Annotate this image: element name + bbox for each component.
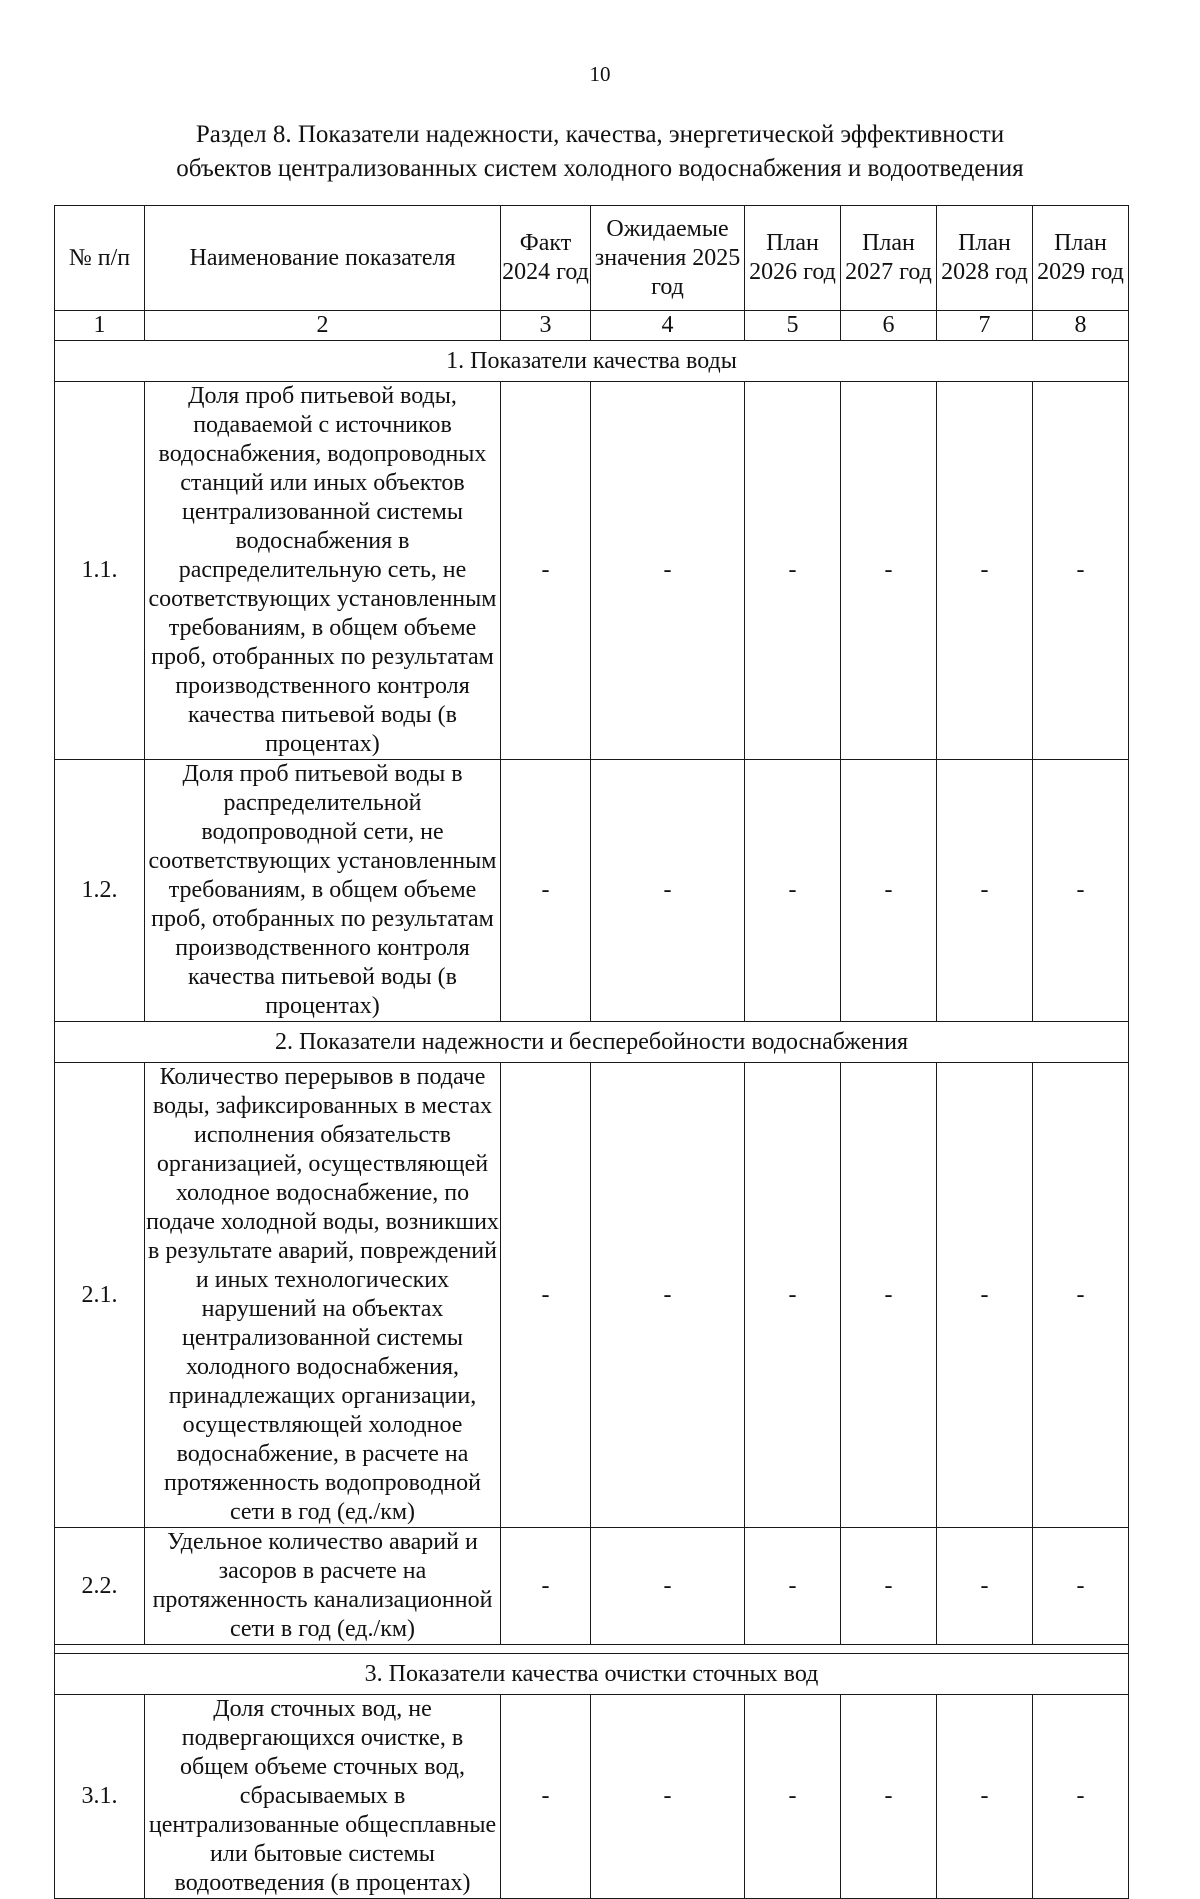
section-title-line-2: объектов централизованных систем холодного водоснабжения и водоотведения <box>176 155 1024 182</box>
indicator-name: Доля проб питьевой воды в распределительной водопроводной сети, не соответствующих установленным требованиям, в общем объеме проб, отобранных по результатам производственного контроля качества питьевой воды (в процентах) <box>145 760 501 1022</box>
table-row <box>55 1528 1129 1645</box>
table-row <box>55 1695 1129 1899</box>
row-number: 2.1. <box>55 1063 145 1528</box>
header-plan-2027: План 2027 год <box>841 206 937 311</box>
value-expected-2025: - <box>591 1695 745 1899</box>
value-plan-2027: - <box>841 760 937 1022</box>
value-plan-2029: - <box>1033 760 1129 1022</box>
row-number: 2.2. <box>55 1528 145 1645</box>
value-plan-2027: - <box>841 382 937 760</box>
value-plan-2026: - <box>745 1063 841 1528</box>
value-expected-2025: - <box>591 1063 745 1528</box>
section-heading: 2. Показатели надежности и бесперебойности водоснабжения <box>55 1022 1129 1063</box>
indicator-name: Доля сточных вод, не подвергающихся очистке, в общем объеме сточных вод, сбрасываемых в централизованные общесплавные или бытовые системы водоотведения (в процентах) <box>145 1695 501 1899</box>
indicator-name: Количество перерывов в подаче воды, зафиксированных в местах исполнения обязательств организацией, осуществляющей холодное водоснабжение, по подаче холодной воды, возникших в результате аварий, повреждений и иных технологических нарушений на объектах централизованной системы холодного водоснабжения, принадлежащих организации, осуществляющей холодное водоснабжение, в расчете на протяженность водопроводной сети в год (ед./км) <box>145 1063 501 1528</box>
value-fact-2024: - <box>501 1063 591 1528</box>
value-plan-2026: - <box>745 1695 841 1899</box>
section-heading-row <box>55 1654 1129 1695</box>
row-number: 3.1. <box>55 1695 145 1899</box>
value-plan-2026: - <box>745 382 841 760</box>
value-plan-2028: - <box>937 1695 1033 1899</box>
table-row <box>55 382 1129 760</box>
value-fact-2024: - <box>501 760 591 1022</box>
row-number: 1.1. <box>55 382 145 760</box>
column-number: 2 <box>145 311 501 341</box>
value-plan-2028: - <box>937 1063 1033 1528</box>
header-plan-2028: План 2028 год <box>937 206 1033 311</box>
column-number: 3 <box>501 311 591 341</box>
value-plan-2027: - <box>841 1695 937 1899</box>
header-no: № п/п <box>55 206 145 311</box>
value-expected-2025: - <box>591 382 745 760</box>
table-header-row <box>55 206 1129 311</box>
value-plan-2028: - <box>937 1528 1033 1645</box>
value-fact-2024: - <box>501 1695 591 1899</box>
column-number: 4 <box>591 311 745 341</box>
indicator-name: Доля проб питьевой воды, подаваемой с источников водоснабжения, водопроводных станций или иных объектов централизованной системы водоснабжения в распределительную сеть, не соответствующих установленным требованиям, в общем объеме проб, отобранных по результатам производственного контроля качества питьевой воды (в процентах) <box>145 382 501 760</box>
section-heading: 1. Показатели качества воды <box>55 341 1129 382</box>
value-plan-2028: - <box>937 760 1033 1022</box>
header-plan-2026: План 2026 год <box>745 206 841 311</box>
value-plan-2026: - <box>745 760 841 1022</box>
indicators-table <box>54 205 1129 1899</box>
table-gap <box>55 1645 1129 1654</box>
table-row <box>55 1063 1129 1528</box>
table-row <box>55 760 1129 1022</box>
page-number: 10 <box>589 62 611 86</box>
value-plan-2028: - <box>937 382 1033 760</box>
row-number: 1.2. <box>55 760 145 1022</box>
section-title-line-1: Раздел 8. Показатели надежности, качества, энергетической эффективности <box>195 121 1005 148</box>
header-plan-2029: План 2029 год <box>1033 206 1129 311</box>
value-plan-2029: - <box>1033 1695 1129 1899</box>
value-expected-2025: - <box>591 760 745 1022</box>
value-plan-2029: - <box>1033 1063 1129 1528</box>
value-plan-2029: - <box>1033 1528 1129 1645</box>
column-numbers-row <box>55 311 1129 341</box>
table-gap-row <box>55 1645 1129 1654</box>
value-fact-2024: - <box>501 1528 591 1645</box>
header-fact-2024: Факт 2024 год <box>501 206 591 311</box>
column-number: 6 <box>841 311 937 341</box>
value-fact-2024: - <box>501 382 591 760</box>
header-name: Наименование показателя <box>145 206 501 311</box>
value-plan-2029: - <box>1033 382 1129 760</box>
section-title <box>100 118 1100 186</box>
section-heading-row <box>55 1022 1129 1063</box>
value-expected-2025: - <box>591 1528 745 1645</box>
column-number: 7 <box>937 311 1033 341</box>
value-plan-2026: - <box>745 1528 841 1645</box>
value-plan-2027: - <box>841 1063 937 1528</box>
value-plan-2027: - <box>841 1528 937 1645</box>
header-expected-2025: Ожидаемые значения 2025 год <box>591 206 745 311</box>
indicator-name: Удельное количество аварий и засоров в расчете на протяженность канализационной сети в год (ед./км) <box>145 1528 501 1645</box>
column-number: 5 <box>745 311 841 341</box>
section-heading: 3. Показатели качества очистки сточных вод <box>55 1654 1129 1695</box>
section-heading-row <box>55 341 1129 382</box>
column-number: 8 <box>1033 311 1129 341</box>
column-number: 1 <box>55 311 145 341</box>
